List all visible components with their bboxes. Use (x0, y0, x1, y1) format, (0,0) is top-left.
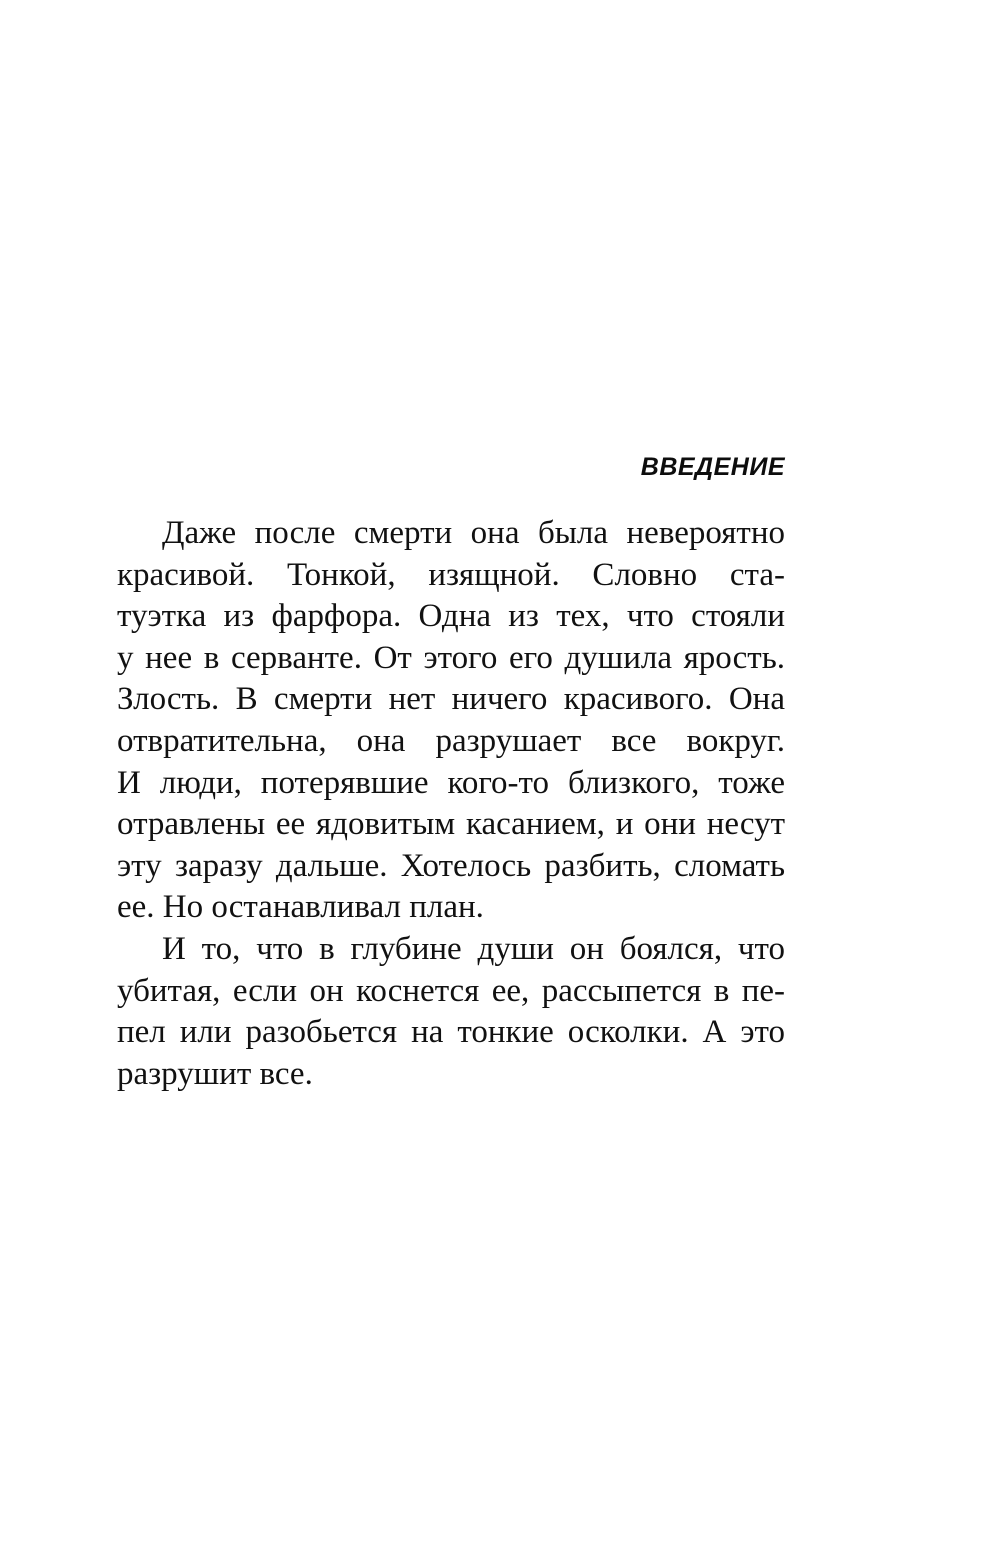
text-line: эту заразу дальше. Хотелось разбить, сломать (117, 847, 785, 884)
text-line: И то, что в глубине души он боялся, что (162, 930, 785, 967)
text-line: туэтка из фарфора. Одна из тех, что стояли (117, 598, 785, 635)
text-line: отвратительна, она разрушает все вокруг. (117, 722, 785, 759)
text-line: Злость. В смерти нет ничего красивого. Она (117, 681, 785, 718)
paragraph-1 (117, 513, 785, 929)
paragraph-2 (117, 929, 785, 1095)
text-line: разрушит все. (117, 1055, 313, 1092)
text-line: отравлены ее ядовитым касанием, и они несут (117, 806, 785, 843)
text-line: у нее в серванте. От этого его душила ярость. (117, 639, 785, 676)
body-text (117, 513, 785, 1095)
text-line: ее. Но останавливал план. (117, 889, 484, 926)
text-line: пел или разобьется на тонкие осколки. А это (117, 1014, 785, 1051)
text-line: Даже после смерти она была невероятно (162, 515, 785, 551)
chapter-title: ВВЕДЕНИЕ (640, 453, 785, 481)
text-line: красивой. Тонкой, изящной. Словно ста- (117, 556, 785, 593)
text-line: убитая, если он коснется ее, рассыпется в пе- (117, 972, 785, 1009)
text-line: И люди, потерявшие кого-то близкого, тоже (117, 764, 785, 801)
